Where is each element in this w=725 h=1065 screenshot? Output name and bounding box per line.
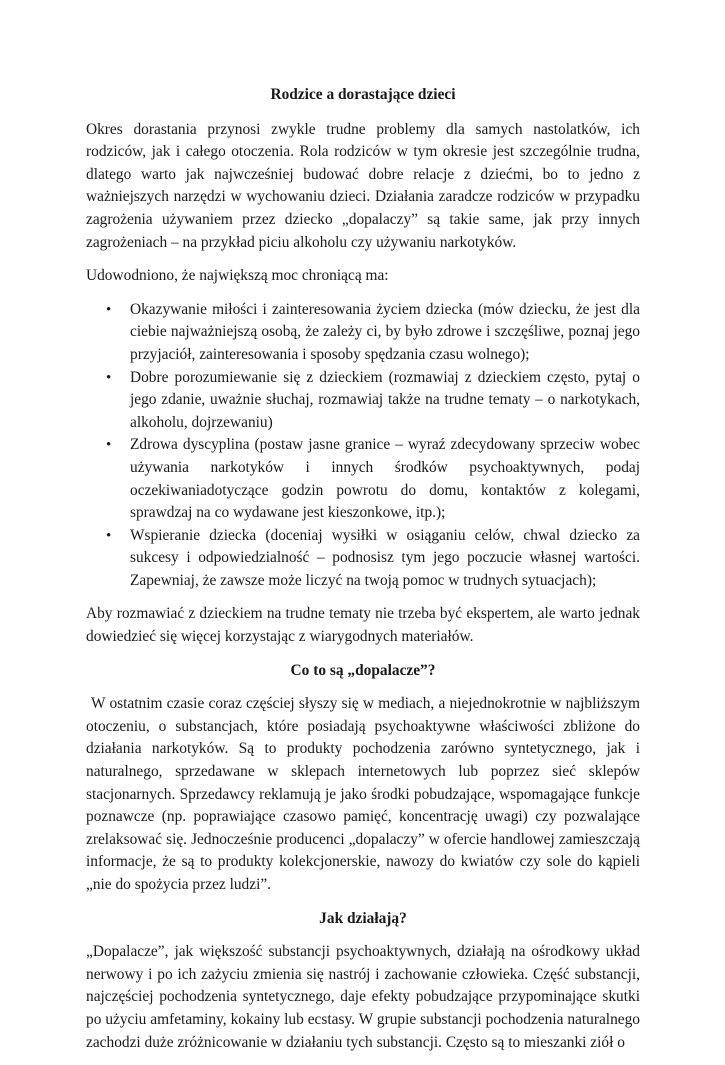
- bullet-icon: •: [106, 437, 112, 454]
- list-item-text: Wspieranie dziecka (doceniaj wysiłki w osiąganiu celów, chwal dziecko za sukcesy i odpowiedzialność – podnosisz tym jego poczucie własnej wartości. Zapewniaj, że zawsze może liczyć na twoją pomoc w trudnych sytuacjach);: [130, 526, 640, 589]
- list-item-text: Okazywanie miłości i zainteresowania życiem dziecka (mów dziecku, że jest dla ciebie najważniejszą osobą, że zależy ci, by było zdrowe i szczęśliwe, poznaj jego przyjaciół, zainteresowania i sposoby spędzania czasu wolnego);: [130, 300, 640, 363]
- list-item: [86, 525, 640, 593]
- list-item: [86, 434, 640, 524]
- bullet-icon: •: [106, 301, 112, 318]
- section-paragraph-what-are: W ostatnim czasie coraz częściej słyszy się w mediach, a niejednokrotnie w najbliższym otoczeniu, o substancjach, które posiadają psychoaktywne właściwości zbliżone do działania narkotyków. Są to produkty pochodzenia zarówno syntetycznego, jak i naturalnego, sprzedawane w sklepach internetowych lub poprzez sieć sklepów stacjonarnych. Sprzedawcy reklamują je jako środki pobudzające, wspomagające funkcje poznawcze (np. poprawiające czasowo pamięć, koncentrację uwagi) czy pozwalające zrelaksować się. Jednocześnie producenci „dopalaczy” w ofercie handlowej zamieszczają informacje, że są to produkty kolekcjonerskie, nawozy do kwiatów czy sole do kąpieli „nie do spożycia przez ludzi”.: [86, 695, 640, 893]
- protective-factors-lead: Udowodniono, że największą moc chroniącą ma:: [86, 267, 389, 285]
- protective-factors-list: [86, 299, 640, 593]
- section-heading-how-they-work: Jak działają?: [319, 909, 407, 927]
- list-item: [86, 367, 640, 435]
- bullet-icon: •: [106, 369, 112, 386]
- intro-paragraph: Okres dorastania przynosi zwykle trudne problemy dla samych nastolatków, ich rodziców, jak i całego otoczenia. Rola rodziców w tym okresie jest szczególnie trudna, dlatego warto jak najwcześniej budować dobre relacje z dziećmi, bo to jedno z ważniejszych narzędzi w wychowaniu dzieci. Działania zaradcze rodziców w przypadku zagrożenia używaniem przez dziecko „dopalaczy” są takie same, jak przy innych zagrożeniach – na przykład piciu alkoholu czy używaniu narkotyków.: [86, 120, 640, 251]
- section-paragraph-how-they-work: „Dopalacze”, jak większość substancji psychoaktywnych, działają na ośrodkowy układ nerwowy i po ich zażyciu zmienia się nastrój i zachowanie człowieka. Część substancji, najczęściej pochodzenia syntetycznego, daje efekty pobudzające przypominające skutki po użyciu amfetaminy, kokainy lub ecstasy. W grupie substancji pochodzenia naturalnego zachodzi duże zróżnicowanie w działaniu tych substancji. Często są to mieszanki ziół o: [86, 943, 640, 1051]
- document-page: [86, 84, 640, 1065]
- bullet-icon: •: [106, 527, 112, 544]
- document-title: Rodzice a dorastające dzieci: [270, 86, 456, 103]
- section-heading-what-are: Co to są „dopalacze”?: [290, 661, 436, 679]
- expert-paragraph: Aby rozmawiać z dzieckiem na trudne tematy nie trzeba być ekspertem, ale warto jednak dowiedzieć się więcej korzystając z wiarygodnych materiałów.: [86, 605, 640, 646]
- list-item-text: Dobre porozumiewanie się z dzieckiem (rozmawiaj z dzieckiem często, pytaj o jego zdanie, uważnie słuchaj, rozmawiaj także na trudne tematy – o narkotykach, alkoholu, dojrzewaniu): [130, 368, 640, 431]
- list-item-text: Zdrowa dyscyplina (postaw jasne granice – wyraź zdecydowany sprzeciw wobec używania narkotyków i innych środków psychoaktywnych, podaj oczekiwaniadotyczące godzin powrotu do domu, kontaktów z kolegami, sprawdzaj na co wydawane jest kieszonkowe, itp.);: [130, 436, 640, 522]
- list-item: [86, 299, 640, 367]
